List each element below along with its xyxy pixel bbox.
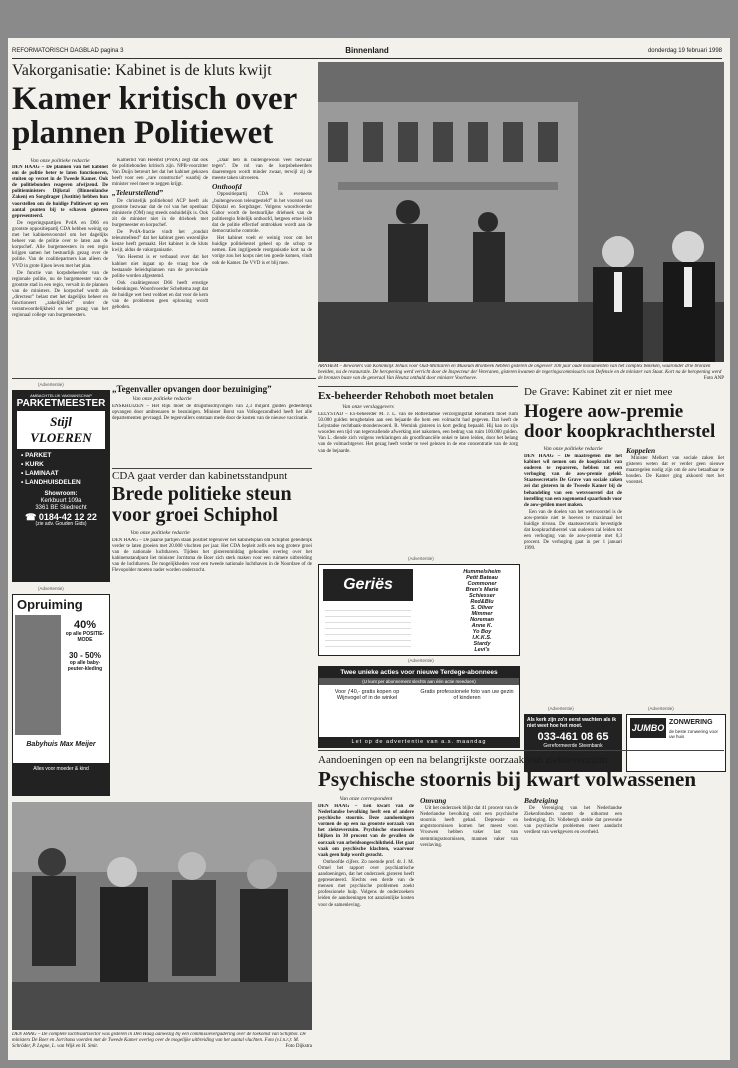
- header-date: donderdag 19 februari 1998: [647, 48, 722, 54]
- ad4-label: (Advertentie): [408, 658, 434, 663]
- rehoboth-headline: Ex-beheerder Rehoboth moet betalen: [318, 390, 494, 402]
- lead-p1: De regeringspartijen PvdA en D66 en grootste oppositiepartij CDA hebben weinig op met het kabinetsvoorstel om het dagelijks beheer van de politie over te laten aan de korpschef. Alle burgemeesters in een regio krijgen samen het bestuurlijk gezag over de politie. Van de coalitiepartners kan alleen de VVD in grote lijnen leven met het plan.: [12, 220, 108, 269]
- ad2-foot: Alles voor moeder & kind: [13, 763, 109, 796]
- psych-headline: Psychische stoornis bij kwart volwassenen: [318, 767, 697, 791]
- ad1-showroom: Showroom:: [44, 491, 78, 497]
- ad1-addr2: 3361 BE Sliedrecht: [35, 505, 87, 511]
- ad2-title: Opruiming: [17, 597, 83, 612]
- ad2-pct2: 30 - 50%: [68, 651, 102, 660]
- photo-schiphol-credit: Foto Dijkstra: [285, 1043, 312, 1049]
- psych-byline: Van onze correspondent: [339, 796, 393, 802]
- schiphol-kicker: CDA gaat verder dan kabinetsstandpunt: [112, 470, 288, 482]
- ad6-label: (Advertentie): [648, 706, 674, 711]
- lead-p5: De PvdA-fractie vindt het „ronduit teleurstellend” dat het kabinet geen wezenlijke keuze heeft gemaakt. Het kabinet is de kluts kwijt, aldus de vakorganisatie.: [112, 230, 208, 254]
- psych-col3: [524, 796, 622, 1044]
- aow-col2: [626, 446, 724, 704]
- ad1-item: • LANDHUISDELEN: [21, 479, 81, 486]
- ad3-brand-list: Hummelsheim Petit Bateau Commoner Bren's Marie Schiesser Red&Blu S. Oliver Mimmer Noreman Anne K. Yo Boy I.K.K.S. Stardy Levi's: [463, 569, 501, 653]
- lead-p6: Van Heemst is er verbaasd over dat het kabinet niet ingaat op de vraag hoe de bestaande beleidsplannen van de provinciale politie worden afgestemd.: [112, 255, 208, 279]
- ad1-note: (zie adv. Gouden Gids): [35, 521, 87, 527]
- lead-headline: Kamer kritisch over plannen Politiewet: [12, 81, 297, 151]
- psych-kicker: Aandoeningen op een na belangrijkste oorzaak van ziekteverzuim: [318, 754, 608, 766]
- aow-intro: DEN HAAG – De maatregelen die het kabinet wil nemen om de koopkracht van ouderen te repareren, hebben tot een verhoging van de aow-premie geleid. Staatssecretaris De Grave van sociale zaken zei dat gisteren in de Tweede Kamer bij de behandeling van een wetsvoorstel dat de instelling van een zogenoemd spaarfonds voor de aow-gelden moet maken.: [524, 454, 622, 508]
- ad1-top: AMBACHTELIJK VAKMANSCHAP: [30, 393, 92, 398]
- lead-col3: [212, 158, 312, 375]
- lead-p8: „Daar heb ik buitengewoon veel bezwaar tegen”. De rol van de korpsbeheerders daarentegen wordt minder zwaar, terwijl zij de meeste taken uitvoeren.: [212, 158, 312, 182]
- ad6-title: ZONWERING: [669, 719, 713, 726]
- aow-kicker: De Grave: Kabinet zit er niet mee: [524, 386, 673, 398]
- ad3-brand: Geriës: [323, 569, 413, 601]
- ad1-title: PARKETMEESTER: [16, 398, 106, 409]
- lead-p2: De functie van korpsbeheerder van de regionale politie, nu de burgemeester van de grootste stad in een regio, vervalt in de plannen van de ministers. De korpschef wordt als „directeur” belast met het dagelijks beheer en functioneert „zakelijkheid” onder de verantwoordelijkheid en het gezag van het regionaal college van burgemeesters.: [12, 270, 108, 319]
- photo-bronbeek-image: [318, 62, 724, 362]
- lead-sub2: Onthoofd: [212, 182, 242, 192]
- ad2-sub1: op alle POSITIE-MODE: [65, 631, 105, 643]
- aow-col1: [524, 454, 622, 704]
- divider: [112, 468, 312, 469]
- lead-col2: [112, 158, 208, 375]
- ad4-offer2: Gratis professionele foto van uw gezin of kinderen: [420, 689, 514, 701]
- ad2-sub2: op alle baby-peuter-kleding: [67, 660, 103, 672]
- ad4-offer1: Voor ƒ40,- gratis kopen op Wijnvogel of in de winkel: [334, 689, 400, 701]
- aow-text2: Minister Melkert van sociale zaken liet gisteren weten dat er verder geen nieuwe maatregelen nodig zijn om de aow betaalbaar te houden. De Kamer ging akkoord met het voorstel.: [626, 456, 724, 486]
- ad2-brand: Babyhuis Max Meijer: [26, 741, 96, 748]
- ad5-label: (Advertentie): [548, 706, 574, 711]
- schiphol-text: DEN HAAG – De paarse partijen staan positief tegenover het kabinetsplan om Schiphol geleidelijk verder te laten groeien met 20.000 vluchten per jaar. Het CDA bepleit zelfs een nog grotere groei van de nationale luchthaven. Tijdens het gisterenmiddag gehouden overleg over het kabinetsstandpunt liet minister Jorritsma de Boer zich sterk maken voor een ruimere uitbreiding van de luchthaven. De mogelijkheden voor een tweede nationale luchthaven in de Noordzee of de Flevopolder moeten nader worden onderzocht.: [112, 538, 312, 574]
- lead-p7: Ook coalitiegenoot D66 heeft ernstige bedenkingen. Woordvoerder Scheltema zegt dat de huidige wet best voldoet en dat voor de kern van de problemen geen oplossing wordt geboden.: [112, 280, 208, 311]
- ad-terdege[interactable]: [318, 666, 520, 748]
- aow-sub: Koppelen: [626, 446, 656, 455]
- ad5-phone: 033-461 08 65: [537, 731, 609, 743]
- ad1-phone: ☎ 0184-42 12 22: [25, 512, 97, 522]
- photo-bronbeek-credit: Foto ANP: [703, 375, 724, 381]
- ad1-addr1: Kerkbuurt 109a: [40, 498, 82, 504]
- photo-schiphol-image: [12, 802, 312, 1030]
- lead-kicker: Vakorganisatie: Kabinet is de kluts kwijt: [12, 62, 272, 79]
- tegenvaller-text: ENSKHUIZEN – Het Rijk moet de drugsmisdrijvingen van 2,3 miljard gulden gedeeltelijk opvangen door ambtenaren te bezuinigen. Minister Borst van Volksgezondheid heeft het alle departementen gevraagd. De tegenvallers ontstaan mede door de kosten van de nieuwe vaccinatie.: [112, 404, 312, 422]
- psych-intro: DEN HAAG – Een kwart van de Nederlandse bevolking heeft een of andere psychische stoornis. Deze aandoeningen vormen de op een na grootste oorzaak van het ziekteverzuim. Psychische stoornissen blijken in 30 procent van de gevallen de oorzaak van arbeidsongeschiktheid. Het gaat vaak om psychische klachten, waarvoor vaak geen hulp wordt gezocht.: [318, 804, 414, 858]
- lead-p3: Kamerlid Van Heemst (PvdA) zegt dat ook de politiebonden kritisch zijn. NPB-voorzitter Van Duijn betreurt het dat het kabinet gekozen heeft voor een „rare constructie” waarbij de minister veel meer te zeggen krijgt.: [112, 158, 208, 188]
- schiphol-body: [112, 538, 312, 818]
- psych-col2: [420, 796, 518, 1044]
- newspaper-page: [8, 38, 730, 1060]
- photo-bronbeek-caption: [318, 364, 724, 388]
- tegenvaller-body: [112, 404, 312, 466]
- divider: [12, 378, 316, 379]
- psych-text: Onthoofde cijfers. Zo noemde prof. dr. J. M. Ormel het rapport over psychiatrische aandoeningen, dat het onderzoek gisteren heeft gepresenteerd. Slechts een derde van de mensen met psychische problemen zoekt professionele hulp. Volgens de onderzoekers leiden de aandoeningen tot aanzienlijke kosten voor de samenleving.: [318, 859, 414, 908]
- ad-parketmeester[interactable]: [12, 390, 110, 582]
- ad1-label: (Advertentie): [38, 382, 64, 387]
- lead-p4: De christelijk politiebond ACP heeft als grootste bezwaar dat de rol van het openbaar ministerie (OM) nog steeds onduidelijk is. Ook zit de minister niet in de driehoek met burgemeester en korpschef.: [112, 198, 208, 228]
- rehoboth-text: LELYSTAD – Ex-beheerder M. J. L. van de Rotterdamse verzorgingsflat Rehoboth moet ruim 50.000 gulden terugbetalen aan een bejaarde die hem een volmacht had gegeven. Dat heeft de Lelystadse rechtbank-mondenwoerd. R. Wemink gisteren in kort geding bepaald. Hij kan zo zijn woorden een tijd van tegenvallende afwerking niet nakomen, een bedrag van ruim 100.000 gulden. Van L. diende zich volgens verklaringen als grootfinanciële onkel te laten leiden, door het belang van de volmachtgever. Het gezag heeft verder te veel gelezen in de ene concentratie van de zorg van de bejaarde.: [318, 412, 518, 454]
- photo-bronbeek: [318, 62, 724, 362]
- schiphol-headline: Brede politieke steun voor groei Schiphol: [112, 483, 292, 526]
- lead-byline: Van onze politieke redactie: [30, 158, 90, 164]
- ad4-title: Twee unieke acties voor nieuwe Terdege-abonnees: [319, 667, 519, 678]
- lead-sub1: „Teleurstellend”: [112, 188, 163, 198]
- psych-col1: [318, 804, 414, 1044]
- ad5-text: Als kerk zijn zo'n eerst wachten als ik niet weet hoe het moet.: [527, 717, 617, 729]
- ad-geries[interactable]: [318, 564, 520, 656]
- photo-schiphol-caption: [12, 1032, 312, 1058]
- lead-intro: DEN HAAG – De plannen van het kabinet om de politie beter te laten functioneren, stuiten op verzet in de Tweede Kamer. Ook de politiebonden reageren afwijzend. De politieministers Dijkstal (Binnenlandse Zaken) en Sorgdrager (Justitie) hebben hun voorstellen om de huidige Politiewet op een aantal punten bij te schaven gisteren gepresenteerd.: [12, 165, 108, 219]
- rehoboth-byline: Van onze verslaggevers: [342, 404, 394, 410]
- ad1-brand: Stijl VLOEREN: [17, 411, 105, 449]
- rehoboth-body: [318, 412, 518, 552]
- ad3-hours: [325, 605, 411, 649]
- schiphol-byline: Van onze politieke redactie: [130, 530, 190, 536]
- lead-p10: Het kabinet voelt er weinig voor om het huidige politiebestel geheel op de schop te nemen. Een ingrijpende reorganisatie kort na de vorige zou het korps niet ten goede komen, vindt ook de Kamer. De VVD is er blij mee.: [212, 236, 312, 266]
- aow-byline: Van onze politieke redactie: [543, 446, 603, 452]
- ad5-org: Gereformeerde Steenbank: [543, 743, 603, 749]
- page-header: [12, 46, 722, 59]
- psych-text3: De Vereniging van het Nederlandse Ziekenfondsen noemt de uitkomst een bedreiging. Dr. Vollebergh stelde dat preventie van psychische problemen meer aandacht verdient van werkgevers en overheid.: [524, 806, 622, 836]
- ad6-brand: JUMBO: [630, 718, 666, 738]
- photo-schiphol-caption-text: DEN HAAG – De complete luchtvaartsector was gisteren in Den Haag aanwezig bij een commissievergadering over de toekomst van Schiphol. De ministers De Boer en Jorritsma voerden met de Tweede Kamer overleg over de mogelijke uitbreiding van het aantal vluchten. Foto (v.l.n.r.): M. Schröder, P. Legne, L. van Wijk en H. Smit.: [12, 1032, 306, 1049]
- ad1-item: • PARKET: [21, 452, 52, 459]
- psych-text2: Uit het onderzoek blijkt dat 41 procent van de Nederlandse bevolking ooit een psychische stoornis heeft gehad. Depressie en angststoornissen komen het meest voor. Vrouwen hebben vaker last van stemmingsstoornissen, mannen vaker van verslaving.: [420, 806, 518, 848]
- tegenvaller-byline: Van onze politieke redactie: [132, 396, 192, 402]
- section-title: Binnenland: [345, 46, 389, 55]
- ad1-item: • KURK: [21, 461, 44, 468]
- lead-p9: Oppositiepartij CDA is eveneens „buitengewoon teleurgesteld” in het voorstel van Dijkstal en Sorgdrager. Volgens woordvoerder Gabor wordt de bestuurlijke driehoek van de politieregio feitelijk onthoofd, hetgeen ertoe leidt dat de politie effectief onttrokken wordt aan de democratische controle.: [212, 192, 312, 235]
- photo-bronbeek-caption-text: ARNHEM – Bewoners van Koninklijk Tehuis voor Oud-Militairen en Museum Bronbeek hebben gisteren de ongeveer 100 jaar oude monumenten van het complex bekeken, waaronder drie bronzen beelden, na de restauratie. De heropening werd verricht door de Inspecteur der Veteranen, gisteren kwamen de regeringscommissaris van Defensie en de minister van Staat. Kort na de heropening werd de bronzen buste van de generaal Van Heutsz onthuld door minister Voorhoeve.: [318, 364, 722, 381]
- ad2-pct1: 40%: [73, 619, 97, 631]
- ad-opruiming[interactable]: [12, 594, 110, 796]
- psych-sub: Omvang: [420, 796, 447, 805]
- divider: [318, 750, 724, 751]
- ad4-foot: Let op de advertentie van a.s. maandag: [319, 737, 519, 747]
- aow-headline: Hogere aow-premie door koopkrachtherstel: [524, 401, 716, 442]
- ad1-item: • LAMINAAT: [21, 470, 59, 477]
- header-left: REFORMATORISCH DAGBLAD pagina 3: [12, 48, 124, 54]
- photo-schiphol: [12, 802, 312, 1030]
- lead-col1: [12, 165, 108, 375]
- ad2-photo: [15, 615, 61, 735]
- ad4-sub: (U kunt per abonnement slechts aan één actie meedoen): [319, 678, 519, 685]
- tegenvaller-headline: „Tegenvaller opvangen door bezuiniging”: [112, 384, 272, 394]
- ad3-label: (Advertentie): [408, 556, 434, 561]
- aow-text: Een van de doelen van het wetsvoorstel is de aow-premie niet te hoeven te maximaal het huidige niveau. De staatssecretaris bevestigde dat koopkrachtherstel van ouderen zal leiden tot een verhoging van de aow-premie met 0,3 procent. De verhoging gaat in per 1 januari 1999.: [524, 509, 622, 552]
- psych-sub2: Bedreiging: [524, 796, 559, 805]
- divider: [318, 386, 518, 387]
- ad6-sub: de beste zonwering voor uw huis: [669, 729, 719, 739]
- ad2-label: (Advertentie): [38, 586, 64, 591]
